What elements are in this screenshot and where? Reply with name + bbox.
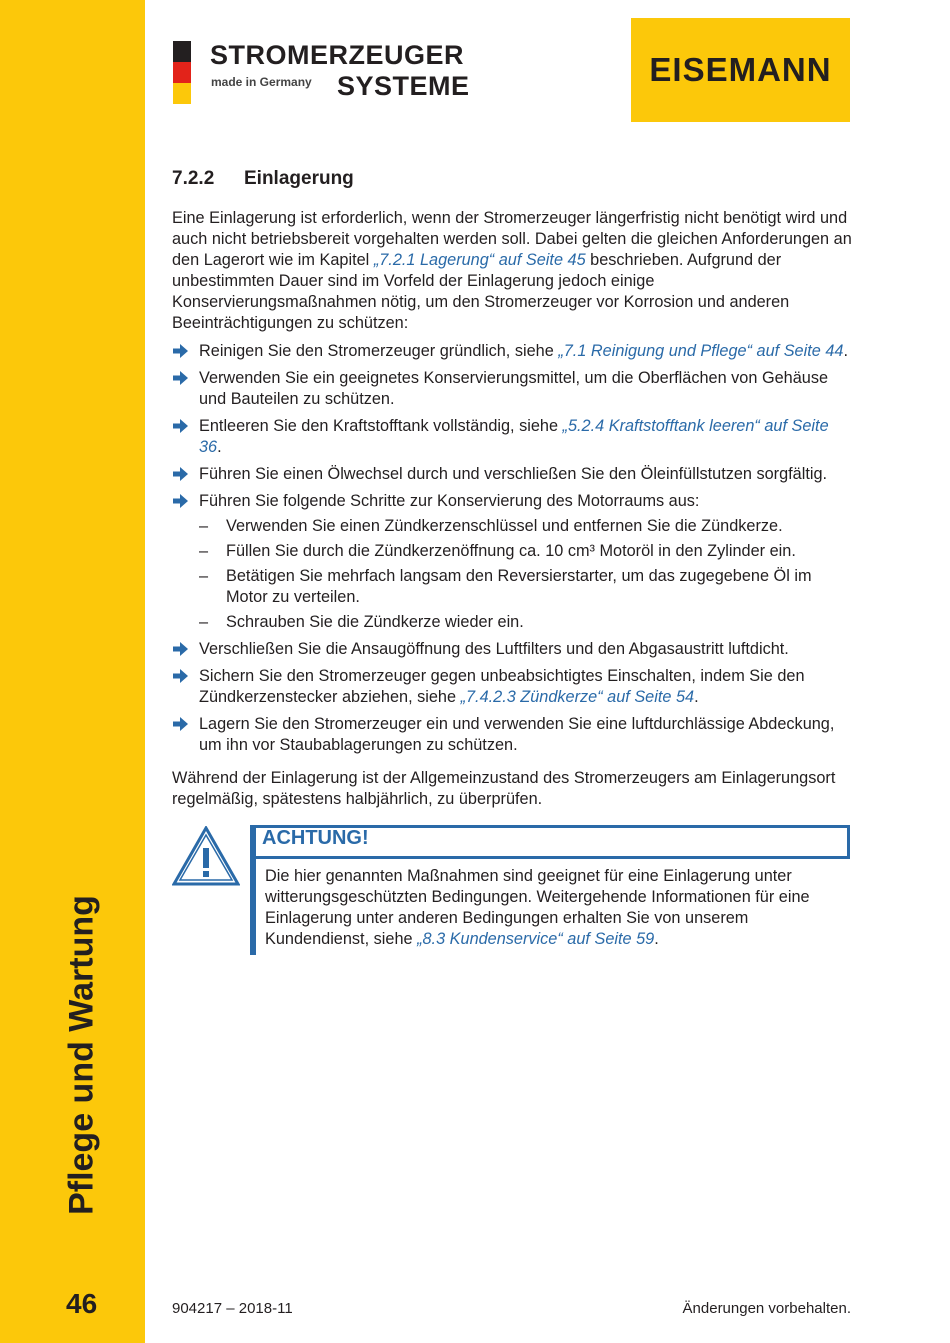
- list-item-punct: .: [217, 438, 222, 456]
- list-item: [172, 464, 852, 485]
- section-title: Einlagerung: [244, 168, 354, 189]
- warning-left-bar: [250, 855, 256, 955]
- link-lagerung[interactable]: „7.2.1 Lagerung“ auf Seite 45: [373, 251, 586, 269]
- list-item: [172, 341, 852, 362]
- logo-line2: SYSTEME: [337, 71, 470, 101]
- substep-text: Schrauben Sie die Zündkerze wieder ein.: [226, 613, 524, 631]
- substep-text: Betätigen Sie mehrfach langsam den Reversierstarter, um das zugegebene Öl im Motor zu verteilen.: [226, 567, 812, 606]
- warning-punct: .: [654, 930, 659, 948]
- list-item: [172, 491, 852, 633]
- closing-paragraph: Während der Einlagerung ist der Allgemeinzustand des Stromerzeugers am Einlagerungsort regelmäßig, spätestens halbjährlich, zu überprüfen.: [172, 769, 836, 808]
- arrow-right-icon: [173, 419, 188, 433]
- substep-text: Füllen Sie durch die Zündkerzenöffnung ca. 10 cm³ Motoröl in den Zylinder ein.: [226, 542, 796, 560]
- logo-tagline: made in Germany: [211, 75, 312, 89]
- warning-text: [265, 866, 825, 950]
- arrow-right-icon: [173, 642, 188, 656]
- step-list: [172, 341, 852, 756]
- arrow-right-icon: [173, 344, 188, 358]
- german-flag-logo: [173, 41, 191, 104]
- list-item-text: Sichern Sie den Stromerzeuger gegen unbeabsichtigtes Einschalten, indem Sie den Zündkerzenstecker abziehen, siehe: [199, 667, 805, 706]
- link-kraftstofftank[interactable]: „5.2.4 Kraftstofftank leeren“ auf Seite 36: [199, 417, 829, 456]
- link-zuendkerze[interactable]: „7.4.2.3 Zündkerze“ auf Seite 54: [460, 688, 695, 706]
- dash-marker: –: [199, 517, 209, 535]
- sidebar: [0, 0, 145, 1343]
- main-content: [172, 168, 852, 810]
- substep-item: [199, 566, 852, 608]
- arrow-right-icon: [173, 371, 188, 385]
- intro-paragraph: [172, 208, 852, 334]
- list-item-punct: .: [694, 688, 699, 706]
- arrow-right-icon: [173, 717, 188, 731]
- link-reinigung[interactable]: „7.1 Reinigung und Pflege“ auf Seite 44: [558, 342, 844, 360]
- substep-item: [199, 516, 852, 537]
- warning-box: [250, 825, 850, 955]
- list-item: [172, 368, 852, 410]
- list-item-punct: .: [843, 342, 848, 360]
- arrow-right-icon: [173, 467, 188, 481]
- warning-title: ACHTUNG!: [262, 827, 369, 849]
- substep-list: [199, 516, 852, 633]
- chapter-title: Pflege und Wartung: [62, 895, 101, 1215]
- brand-name: EISEMANN: [649, 51, 832, 88]
- intro-text: Eine Einlagerung ist erforderlich, wenn der Stromerzeuger längerfristig nicht benötigt wird und auch nicht betriebsbereit vorgehalten werden soll. Dabei gelten die gleichen Anforderungen an den Lagerort wie im Kapitel: [172, 209, 852, 269]
- section-heading: [172, 168, 852, 189]
- section-number: 7.2.2: [172, 168, 215, 189]
- list-item-text: Verwenden Sie ein geeignetes Konservierungsmittel, um die Oberflächen von Gehäuse und Bauteilen zu schützen.: [199, 369, 829, 408]
- arrow-right-icon: [173, 494, 188, 508]
- link-kundenservice[interactable]: „8.3 Kundenservice“ auf Seite 59: [417, 930, 655, 948]
- warning-triangle-icon: [172, 826, 240, 886]
- substep-item: [199, 541, 852, 562]
- page-number: 46: [66, 1288, 98, 1319]
- list-item: [172, 666, 852, 708]
- dash-marker: –: [199, 567, 209, 585]
- brand-logo: [631, 18, 850, 122]
- footer-doc-id: 904217 – 2018-11: [172, 1300, 293, 1317]
- list-item-text: Reinigen Sie den Stromerzeuger gründlich, siehe: [199, 342, 559, 360]
- list-item: [172, 714, 852, 756]
- list-item-text: Lagern Sie den Stromerzeuger ein und verwenden Sie eine luftdurchlässige Abdeckung, um ihn vor Staubablagerungen zu schützen.: [199, 715, 835, 754]
- substep-text: Verwenden Sie einen Zündkerzenschlüssel und entfernen Sie die Zündkerze.: [226, 517, 783, 535]
- logo-line1: STROMERZEUGER: [210, 40, 465, 70]
- list-item: [172, 639, 852, 660]
- substep-item: [199, 612, 852, 633]
- intro-text-end: beschrieben. Aufgrund der unbestimmten Dauer sind im Vorfeld der Einlagerung jedoch einige Konservierungsmaßnahmen nötig, um den Stromerzeuger vor Korrosion und anderen Beeinträchtigungen zu schützen:: [172, 251, 790, 332]
- arrow-right-icon: [173, 669, 188, 683]
- list-item: [172, 416, 852, 458]
- dash-marker: –: [199, 613, 209, 631]
- list-item-text: Führen Sie folgende Schritte zur Konservierung des Motorraums aus:: [199, 492, 700, 510]
- dash-marker: –: [199, 542, 209, 560]
- list-item-text: Entleeren Sie den Kraftstofftank vollständig, siehe: [199, 417, 563, 435]
- warning-body: Die hier genannten Maßnahmen sind geeignet für eine Einlagerung unter witterungsgeschützten Bedingungen. Weitergehende Informationen für eine Einlagerung unter anderen Bedingungen erhalten Sie von unserem Kundendienst, siehe: [265, 867, 810, 948]
- list-item-text: Führen Sie einen Ölwechsel durch und verschließen Sie den Öleinfüllstutzen sorgfältig.: [199, 465, 828, 483]
- footer-note: Änderungen vorbehalten.: [682, 1300, 851, 1317]
- list-item-text: Verschließen Sie die Ansaugöffnung des Luftfilters und den Abgasaustritt luftdicht.: [199, 640, 789, 658]
